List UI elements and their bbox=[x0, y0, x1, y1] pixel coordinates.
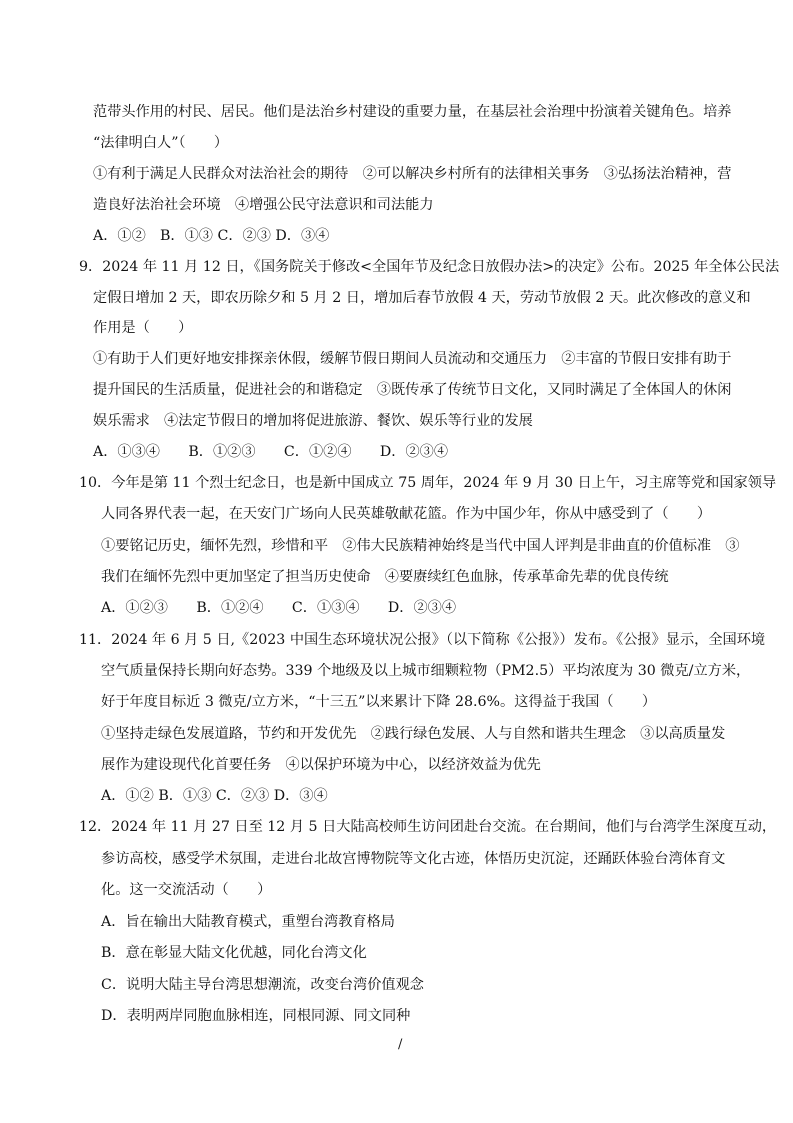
page-footer-mark: / bbox=[398, 1037, 403, 1052]
q11-choices: A．①② B．①③ C．②③ D．③④ bbox=[101, 788, 328, 804]
q10-option-line: 我们在缅怀先烈中更加坚定了担当历史使命 ④要赓续红色血脉，传承革命先辈的优良传统 bbox=[101, 569, 669, 585]
q10-number: 10． bbox=[79, 475, 112, 491]
q9-stem-text: 2024 年 11 月 12 日，《国务院关于修改<全国年节及纪念日放假办法>的决定》公布。2025 年全体公民法 bbox=[102, 259, 780, 275]
q11-stem-line bbox=[79, 630, 765, 650]
q11-option-line: 展作为建设现代化首要任务 ④以保护环境为中心，以经济效益为优先 bbox=[101, 757, 541, 773]
q12-stem-text: 2024 年 11 月 27 日至 12 月 5 日大陆高校师生访问团赴台交流。在台期间，他们与台湾学生深度互动， bbox=[111, 819, 777, 835]
q9-number: 9． bbox=[79, 259, 103, 275]
q11-number: 11． bbox=[79, 632, 112, 648]
q9-choices: A．①③④ B．①②③ C．①②④ D．②③④ bbox=[93, 444, 449, 460]
q9-option-line: 提升国民的生活质量，促进社会的和谐稳定 ③既传承了传统节日文化，又同时满足了全体国人的休闲 bbox=[93, 382, 732, 398]
q8-stem-line: 范带头作用的村民、居民。他们是法治乡村建设的重要力量，在基层社会治理中扮演着关键角色。培养 bbox=[93, 104, 732, 120]
q12-option-b: B．意在彰显大陆文化优越，同化台湾文化 bbox=[101, 945, 367, 961]
q9-stem-line: 定假日增加 2 天，即农历除夕和 5 月 2 日，增加后春节放假 4 天，劳动节放假 2 天。此次修改的意义和 bbox=[93, 290, 751, 306]
q12-stem-line: 参访高校，感受学术氛围，走进台北故宫博物院等文化古迹，体悟历史沉淀，还踊跃体验台湾体育文 bbox=[101, 851, 726, 867]
q12-option-a: A．旨在输出大陆教育模式，重塑台湾教育格局 bbox=[101, 914, 395, 930]
q11-option-line: ①坚持走绿色发展道路，节约和开发优先 ②践行绿色发展、人与自然和谐共生理念 ③以高质量发 bbox=[101, 726, 726, 742]
q11-stem-line: 空气质量保持长期向好态势。339 个地级及以上城市细颗粒物（PM2.5）平均浓度为 30 微克/立方米， bbox=[101, 663, 751, 679]
q11-stem-line: 好于年度目标近 3 微克/立方米，“十三五”以来累计下降 28.6%。这得益于我国（ ） bbox=[101, 694, 657, 710]
q10-stem-line bbox=[79, 473, 776, 493]
q8-option-line: ①有利于满足人民群众对法治社会的期待 ②可以解决乡村所有的法律相关事务 ③弘扬法治精神，营 bbox=[93, 166, 732, 182]
q8-choices: A．①② B．①③ C．②③ D．③④ bbox=[93, 228, 330, 244]
q9-option-line: 娱乐需求 ④法定节假日的增加将促进旅游、餐饮、娱乐等行业的发展 bbox=[93, 413, 533, 429]
q10-stem-text: 今年是第 11 个烈士纪念日，也是新中国成立 75 周年，2024 年 9 月 30 日上午，习主席等党和国家领导 bbox=[111, 475, 777, 491]
q10-option-line: ①要铭记历史，缅怀先烈，珍惜和平 ②伟大民族精神始终是当代中国人评判是非曲直的价值标准 ③ bbox=[101, 538, 740, 554]
q11-stem-text: 2024 年 6 月 5 日,《2023 中国生态环境状况公报》（以下简称《公报》）发布。《公报》显示，全国环境 bbox=[111, 632, 766, 648]
q12-stem-line bbox=[79, 817, 776, 837]
q12-option-d: D．表明两岸同胞血脉相连，同根同源、同文同种 bbox=[101, 1008, 411, 1024]
q12-number: 12． bbox=[79, 819, 112, 835]
q10-stem-line: 人同各界代表一起，在天安门广场向人民英雄敬献花篮。作为中国少年，你从中感受到了（ ） bbox=[101, 506, 712, 522]
q9-stem-line bbox=[79, 257, 779, 277]
q10-choices: A．①②③ B．①②④ C．①③④ D．②③④ bbox=[101, 600, 457, 616]
q12-stem-line: 化。这一交流活动（ ） bbox=[101, 882, 272, 898]
q9-option-line: ①有助于人们更好地安排探亲休假，缓解节假日期间人员流动和交通压力 ②丰富的节假日安排有助于 bbox=[93, 351, 732, 367]
q8-option-line: 造良好法治社会环境 ④增强公民守法意识和司法能力 bbox=[93, 197, 434, 213]
q9-stem-line: 作用是（ ） bbox=[93, 320, 193, 336]
q8-stem-line: “法律明白人”（ ） bbox=[93, 135, 229, 151]
q12-option-c: C．说明大陆主导台湾思想潮流，改变台湾价值观念 bbox=[101, 977, 424, 993]
